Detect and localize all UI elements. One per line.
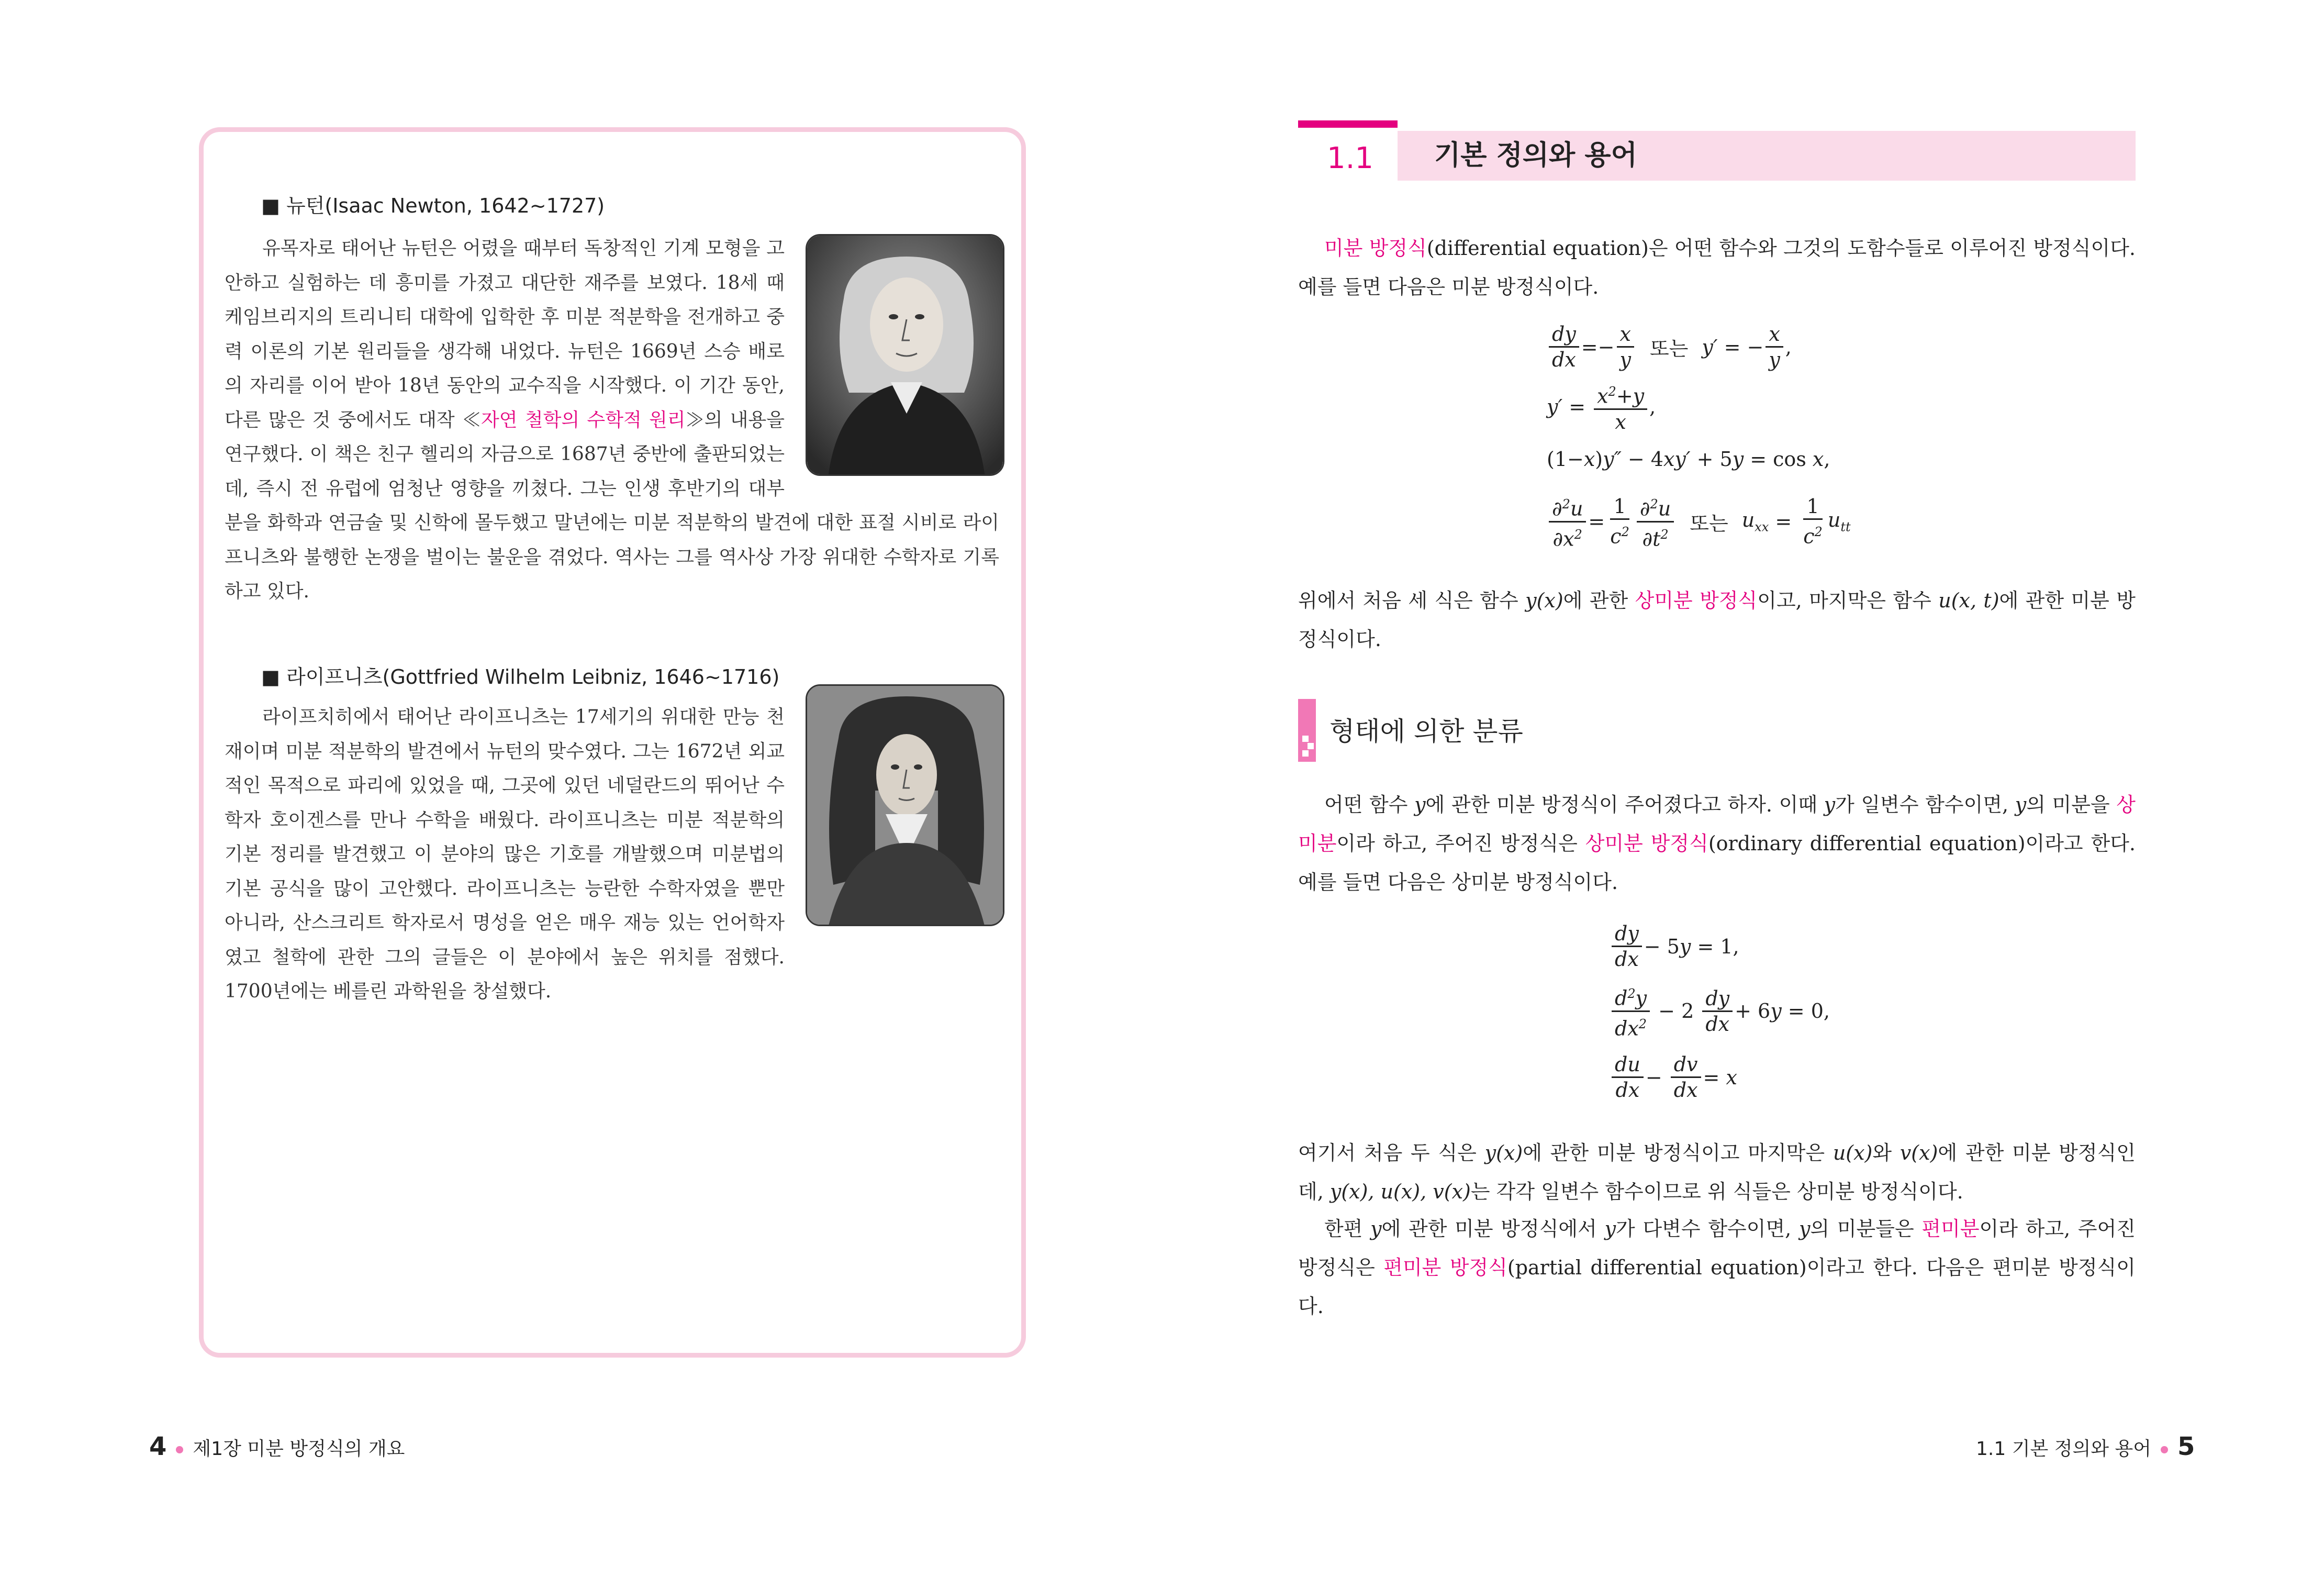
after-equations-2-paragraph: 여기서 처음 두 식은 y(x)에 관한 미분 방정식이고 마지막은 u(x)와 v(x)에 관한 미분 방정식인데, y(x), u(x), v(x)는 각각 일변수 함수이므로 위 식들은 상미분 방정식이다. — [1298, 1141, 2136, 1203]
term-pde: 편미분 방정식 — [1383, 1256, 1507, 1279]
section-footer-label: 1.1 기본 정의와 용어 — [1976, 1438, 2152, 1460]
right-footer — [1976, 1432, 2195, 1461]
after-equations-paragraph: 위에서 처음 세 식은 함수 y(x)에 관한 상미분 방정식이고, 마지막은 함수 u(x, t)에 관한 미분 방정식이다. — [1298, 589, 2136, 651]
equation-group-1 — [1547, 322, 2018, 558]
page-number-left: 4 — [149, 1432, 167, 1461]
bullet-dot-icon — [176, 1446, 183, 1453]
term-partial-derivative: 편미분 — [1921, 1217, 1980, 1240]
leibniz-heading: ■ 라이프니츠(Gottfried Wilhelm Leibniz, 1646~1716) — [261, 665, 780, 688]
term-ode-2: 상미분 방정식 — [1585, 832, 1708, 855]
term-ode: 상미분 방정식 — [1635, 589, 1758, 612]
chapter-label: 제1장 미분 방정식의 개요 — [193, 1438, 405, 1460]
equation-4: $\frac{\partial^2u}{\partial x^2}$ = $\frac{1}{c^2}$ $\frac{\partial^2u}{\partial t^2}$ 또는 $u_{xx}$ = $\frac{1}{c^2}$ $u_{tt}$ — [1547, 492, 1851, 551]
term-ordinary-derivative: 상미분 — [1298, 793, 2136, 855]
newton-text: 유목자로 태어난 뉴턴은 어렸을 때부터 독창적인 기계 모형을 고안하고 실험하는 데 흥미를 가졌고 대단한 재주를 보였다. 18세 때 케임브리지의 트리니티 대학에 입학한 후 미분 적분학을 전개하고 중력 이론의 기본 원리들을 생각해 내었다. 뉴턴은 1669년 스승 배로의 자리를 이어 받아 18년 동안의 교수직을 시작했다. 이 기간 동안, 다른 많은 것 중에서도 대작 ≪자연 철학의 수학적 원리≫의 내용을 연구했다. 이 책은 친구 헬리의 자금으로 1687년 중반에 출판되었는데, 즉시 전 유럽에 엄청난 영향을 끼쳤다. 그는 인생 후반기의 대부분을 화학과 연금술 및 신학에 몰두했고 말년에는 미분 적분학의 발견에 대한 표절 시비로 라이프니츠와 불행한 논쟁을 벌이는 불운을 겪었다. 역사는 그를 역사상 가장 위대한 수학자로 기록하고 있다. — [225, 238, 999, 602]
equation-2: y′ = $\frac{x^2+y}{x}$ , — [1547, 380, 1656, 434]
section-heading: 기본 정의와 용어 — [1434, 140, 1637, 171]
intro-paragraph: 미분 방정식(differential equation)은 어떤 함수와 그것의 도함수들로 이루어진 방정식이다. 예를 들면 다음은 미분 방정식이다. — [1298, 237, 2136, 298]
book-title: 자연 철학의 수학적 원리 — [481, 409, 686, 431]
left-footer — [149, 1432, 405, 1461]
equation-3: (1− x ) y″ − 4 xy′ + 5 y = cos x , — [1547, 448, 1830, 471]
equation-1: $\frac{dy}{dx}$ =− $\frac{x}{y}$ 또는 y′ = − $\frac{x}{y}$ , — [1547, 322, 1792, 372]
classification-paragraph: 어떤 함수 y에 관한 미분 방정식이 주어졌다고 하자. 이때 y가 일변수 함수이면, y의 미분을 상미분이라 하고, 주어진 방정식은 상미분 방정식(ordinary differential equation)이라고 한다. 예를 들면 다음은 상미분 방정식이다. — [1298, 793, 2136, 894]
term-differential-equation: 미분 방정식 — [1324, 237, 1427, 260]
partial-paragraph: 한편 y에 관한 미분 방정식에서 y가 다변수 함수이면, y의 미분들은 편미분이라 하고, 주어진 방정식은 편미분 방정식(partial differential equation)이라고 한다. 다음은 편미분 방정식이다. — [1298, 1217, 2136, 1318]
page-number-right: 5 — [2177, 1432, 2195, 1461]
leibniz-text: 라이프치히에서 태어난 라이프니츠는 17세기의 위대한 만능 천재이며 미분 적분학의 발견에서 뉴턴의 맞수였다. 그는 1672년 외교적인 목적으로 파리에 있었을 때, 그곳에 있던 네덜란드의 뛰어난 수학자 호이겐스를 만나 수학을 배웠다. 라이프니츠는 미분 적분학의 기본 정리를 발견했고 이 분야의 많은 기호를 개발했으며 미분법의 기본 공식을 많이 고안했다. 라이프니츠는 능란한 수학자였을 뿐만 아니라, 산스크리트 학자로서 명성을 얻은 매우 재능 있는 언어학자였고 철학에 관한 그의 글들은 이 분야에서 높은 위치를 점했다. 1700년에는 베를린 과학원을 창설했다. — [225, 706, 785, 1002]
equation-5: $\frac{dy}{dx}$ − 5 y = 1, — [1610, 921, 1739, 971]
newton-heading: ■ 뉴턴(Isaac Newton, 1642~1727) — [261, 194, 605, 217]
section-number: 1.1 — [1327, 141, 1374, 175]
equation-6: $\frac{d^2y}{dx^2}$ − 2 $\frac{dy}{dx}$ + 6 y = 0, — [1610, 982, 1830, 1040]
biography-box — [199, 127, 1026, 1358]
section-title — [1298, 120, 2136, 181]
equation-7: $\frac{du}{dx}$ − $\frac{dv}{dx}$ = x — [1610, 1052, 1737, 1102]
bullet-dot-icon — [2161, 1446, 2168, 1453]
equation-group-2 — [1610, 921, 1976, 1120]
